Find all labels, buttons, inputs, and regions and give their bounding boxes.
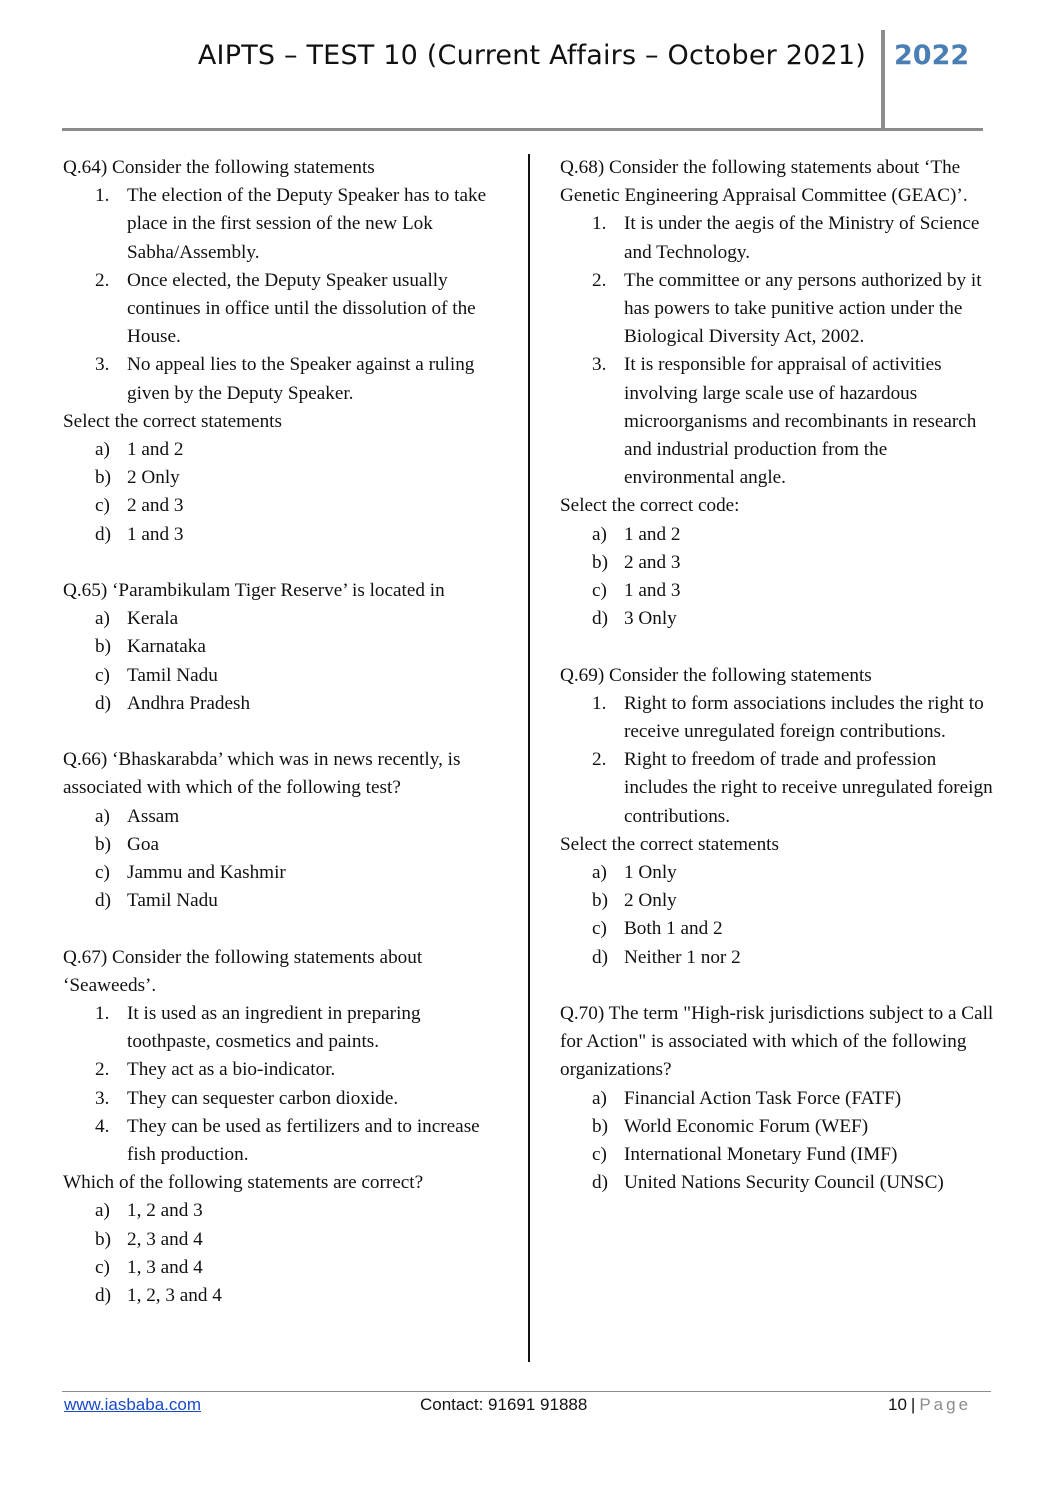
statement-number: 3.: [592, 354, 607, 376]
option-text: Andhra Pradesh: [127, 692, 251, 714]
option-letter: c): [592, 580, 607, 602]
question-stem: Q.68) Consider the following statements about ‘The Genetic Engineering Appraisal Committee (GEAC)’.: [560, 157, 968, 207]
answer-option: [560, 577, 1000, 605]
answer-option: [560, 521, 1000, 549]
answer-option: [560, 1113, 1000, 1141]
question-stem: Q.66) ‘Bhaskarabda’ which was in news recently, is associated with which of the following test?: [63, 749, 461, 799]
answer-option: [63, 690, 503, 718]
option-text: Tamil Nadu: [127, 890, 218, 912]
answer-option: [560, 1169, 1000, 1197]
option-text: 1 and 2: [624, 523, 681, 545]
question-block: [63, 154, 503, 549]
option-letter: a): [95, 439, 110, 461]
question-prompt: Which of the following statements are correct?: [63, 1172, 424, 1194]
statement-text: The committee or any persons authorized by it has powers to take punitive action under the Biological Diversity Act, 2002.: [624, 269, 982, 348]
statement-number: 4.: [95, 1115, 110, 1137]
statement-item: [560, 210, 1000, 266]
option-text: 1, 2 and 3: [127, 1200, 203, 1222]
option-text: 3 Only: [624, 608, 677, 630]
statement-text: Once elected, the Deputy Speaker usually continues in office until the dissolution of the House.: [127, 269, 476, 348]
answer-option: [63, 464, 503, 492]
answer-option: [63, 859, 503, 887]
question-block: [560, 1000, 1000, 1197]
option-letter: c): [592, 1144, 607, 1166]
question-stem: Q.65) ‘Parambikulam Tiger Reserve’ is located in: [63, 580, 445, 602]
statement-item: [63, 182, 503, 267]
option-letter: a): [592, 523, 607, 545]
statement-number: 1.: [95, 185, 110, 207]
option-text: 1 and 3: [127, 523, 184, 545]
footer-page-number: [888, 1395, 971, 1415]
answer-option: [63, 662, 503, 690]
statement-text: They act as a bio-indicator.: [127, 1059, 336, 1081]
statement-item: [63, 351, 503, 407]
option-letter: a): [592, 862, 607, 884]
option-letter: c): [95, 1256, 110, 1278]
left-column: [63, 154, 503, 1338]
option-letter: c): [95, 664, 110, 686]
option-letter: b): [592, 1115, 608, 1137]
option-text: 1, 3 and 4: [127, 1256, 203, 1278]
statement-number: 1.: [592, 213, 607, 235]
option-letter: b): [95, 636, 111, 658]
statement-number: 2.: [95, 269, 110, 291]
answer-option: [560, 944, 1000, 972]
statement-text: They can be used as fertilizers and to increase fish production.: [127, 1115, 480, 1166]
question-prompt: Select the correct code:: [560, 495, 740, 517]
option-letter: a): [95, 608, 110, 630]
statement-item: [560, 267, 1000, 352]
statement-number: 2.: [592, 749, 607, 771]
answer-option: [63, 521, 503, 549]
option-text: 1 and 3: [624, 580, 681, 602]
header-divider: [881, 30, 885, 130]
statement-item: [63, 267, 503, 352]
question-block: [560, 662, 1000, 972]
statement-item: [560, 746, 1000, 831]
answer-option: [63, 1197, 503, 1225]
option-letter: d): [95, 692, 111, 714]
answer-option: [63, 436, 503, 464]
statement-text: Right to freedom of trade and profession includes the right to receive unregulated foreign contributions.: [624, 749, 993, 827]
header-title: AIPTS – TEST 10 (Current Affairs – October 2021): [197, 40, 866, 71]
statement-item: [63, 1000, 503, 1056]
option-letter: d): [95, 890, 111, 912]
option-text: 2 Only: [624, 890, 677, 912]
option-letter: b): [592, 890, 608, 912]
answer-option: [63, 831, 503, 859]
question-block: [63, 746, 503, 915]
answer-option: [560, 1141, 1000, 1169]
answer-option: [63, 1254, 503, 1282]
question-block: [63, 944, 503, 1311]
answer-option: [63, 887, 503, 915]
option-text: Jammu and Kashmir: [127, 862, 286, 884]
column-divider: [528, 154, 530, 1362]
question-prompt: Select the correct statements: [63, 410, 282, 432]
option-text: Financial Action Task Force (FATF): [624, 1087, 902, 1109]
statement-number: 2.: [95, 1059, 110, 1081]
answer-option: [63, 803, 503, 831]
option-text: 1, 2, 3 and 4: [127, 1285, 222, 1307]
statement-text: The election of the Deputy Speaker has to take place in the first session of the new Lok Sabha/Assembly.: [127, 185, 487, 263]
option-text: International Monetary Fund (IMF): [624, 1144, 898, 1166]
answer-option: [63, 605, 503, 633]
question-block: [63, 577, 503, 718]
statement-text: Right to form associations includes the right to receive unregulated foreign contributions.: [624, 692, 984, 743]
option-letter: d): [592, 608, 608, 630]
statement-item: [63, 1056, 503, 1084]
option-letter: a): [95, 805, 110, 827]
question-stem: Q.69) Consider the following statements: [560, 664, 872, 686]
page-separator: |: [910, 1395, 916, 1414]
answer-option: [560, 859, 1000, 887]
statement-number: 2.: [592, 269, 607, 291]
option-text: Both 1 and 2: [624, 918, 723, 940]
answer-option: [63, 1226, 503, 1254]
statement-text: It is under the aegis of the Ministry of Science and Technology.: [624, 213, 980, 263]
answer-option: [63, 1282, 503, 1310]
option-text: 2, 3 and 4: [127, 1228, 203, 1250]
footer-contact: Contact: 91691 91888: [420, 1395, 588, 1414]
answer-option: [560, 887, 1000, 915]
header-rule: [62, 128, 983, 131]
option-letter: b): [95, 467, 111, 489]
statement-number: 3.: [95, 1087, 110, 1109]
statement-number: 1.: [592, 692, 607, 714]
option-text: Tamil Nadu: [127, 664, 218, 686]
option-text: 1 Only: [624, 862, 677, 884]
right-column: [560, 154, 1000, 1226]
option-letter: a): [592, 1087, 607, 1109]
option-text: World Economic Forum (WEF): [624, 1115, 869, 1137]
option-letter: b): [95, 833, 111, 855]
option-letter: b): [95, 1228, 111, 1250]
page-label: Page: [919, 1395, 972, 1414]
option-letter: b): [592, 551, 608, 573]
statement-number: 1.: [95, 1003, 110, 1025]
question-stem: Q.70) The term "High-risk jurisdictions subject to a Call for Action" is associated with which of the following organizations?: [560, 1003, 994, 1081]
answer-option: [560, 605, 1000, 633]
option-text: Assam: [127, 805, 180, 827]
statement-item: [63, 1113, 503, 1169]
option-text: 2 and 3: [624, 551, 681, 573]
option-letter: c): [95, 495, 110, 517]
answer-option: [560, 549, 1000, 577]
statement-text: They can sequester carbon dioxide.: [127, 1087, 399, 1109]
question-block: [560, 154, 1000, 633]
option-text: Kerala: [127, 608, 179, 630]
option-letter: d): [95, 523, 111, 545]
option-letter: d): [95, 1285, 111, 1307]
answer-option: [560, 915, 1000, 943]
question-stem: Q.67) Consider the following statements about ‘Seaweeds’.: [63, 946, 423, 996]
option-text: Karnataka: [127, 636, 206, 658]
option-text: 2 and 3: [127, 495, 184, 517]
option-text: Goa: [127, 833, 159, 855]
header-year: 2022: [894, 40, 970, 71]
option-letter: a): [95, 1200, 110, 1222]
statement-text: It is used as an ingredient in preparing toothpaste, cosmetics and paints.: [127, 1003, 421, 1053]
answer-option: [63, 492, 503, 520]
option-text: 2 Only: [127, 467, 180, 489]
answer-option: [63, 633, 503, 661]
question-stem: Q.64) Consider the following statements: [63, 157, 375, 178]
option-text: United Nations Security Council (UNSC): [624, 1172, 944, 1194]
footer-rule: [62, 1391, 991, 1392]
statement-item: [63, 1085, 503, 1113]
statement-text: No appeal lies to the Speaker against a ruling given by the Deputy Speaker.: [127, 354, 475, 404]
option-text: Neither 1 nor 2: [624, 946, 741, 968]
option-letter: d): [592, 946, 608, 968]
statement-text: It is responsible for appraisal of activities involving large scale use of hazardous microorganisms and recombinants in research and industrial production from the environmental angle.: [624, 354, 977, 489]
statement-item: [560, 351, 1000, 492]
statement-item: [560, 690, 1000, 746]
option-text: 1 and 2: [127, 439, 184, 461]
option-letter: d): [592, 1172, 608, 1194]
question-prompt: Select the correct statements: [560, 833, 779, 855]
page-number: 10: [888, 1395, 907, 1414]
answer-option: [560, 1085, 1000, 1113]
option-letter: c): [592, 918, 607, 940]
statement-number: 3.: [95, 354, 110, 376]
footer-website-link[interactable]: www.iasbaba.com: [64, 1395, 202, 1414]
option-letter: c): [95, 862, 110, 884]
